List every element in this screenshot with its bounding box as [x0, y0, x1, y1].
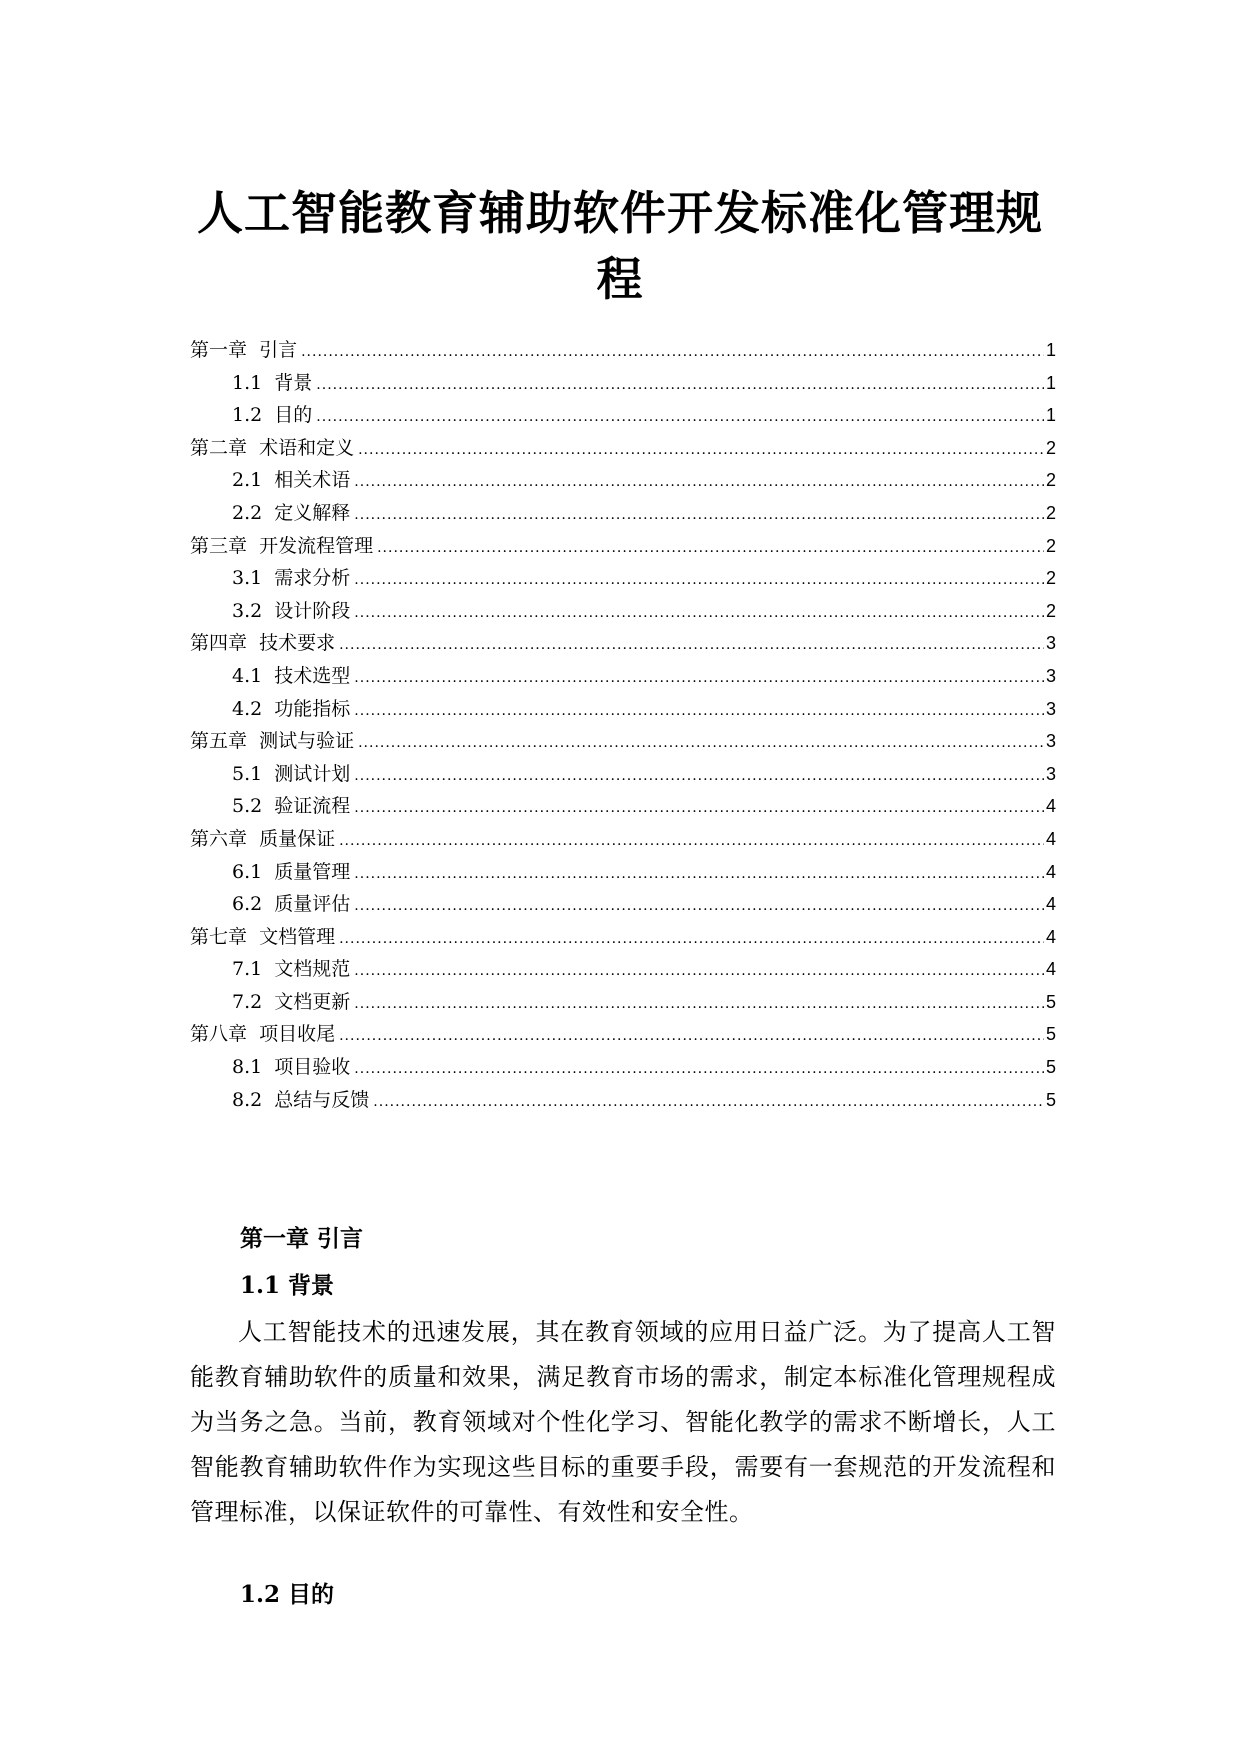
toc-entry-page-number: 4 — [1045, 926, 1056, 947]
section-heading: 1.1 背景 — [240, 1272, 335, 1299]
toc-entry[interactable] — [190, 921, 1056, 954]
toc-entry-page-number: 3 — [1045, 665, 1056, 686]
toc-entry[interactable] — [190, 562, 1056, 595]
toc-entry[interactable] — [190, 595, 1056, 628]
toc-entry-label: 3.2 设计阶段 — [232, 595, 352, 628]
toc-entry[interactable] — [190, 790, 1056, 823]
toc-entry-label: 第五章 测试与验证 — [190, 725, 356, 758]
toc-entry-label: 第八章 项目收尾 — [190, 1018, 337, 1051]
toc-leader-dots — [354, 597, 1044, 630]
toc-entry[interactable] — [190, 660, 1056, 693]
toc-entry-page-number: 4 — [1045, 828, 1056, 849]
toc-entry-page-number: 5 — [1045, 991, 1056, 1012]
toc-entry-page-number: 4 — [1045, 796, 1056, 817]
toc-entry-page-number: 5 — [1045, 1024, 1056, 1045]
toc-entry-label: 4.1 技术选型 — [232, 660, 352, 693]
section-heading: 1.2 目的 — [240, 1581, 335, 1608]
toc-entry-page-number: 2 — [1045, 470, 1056, 491]
toc-leader-dots — [316, 369, 1044, 402]
toc-entry-label: 8.2 总结与反馈 — [232, 1084, 371, 1117]
toc-leader-dots — [373, 1086, 1044, 1119]
toc-entry[interactable] — [190, 399, 1056, 432]
toc-entry[interactable] — [190, 497, 1056, 530]
toc-entry-page-number: 4 — [1045, 959, 1056, 980]
toc-entry[interactable] — [190, 464, 1056, 497]
toc-entry-page-number: 5 — [1045, 1057, 1056, 1078]
toc-entry-label: 5.1 测试计划 — [232, 758, 352, 791]
toc-entry-page-number: 2 — [1045, 600, 1056, 621]
toc-entry-page-number: 3 — [1045, 698, 1056, 719]
toc-entry-label: 第二章 术语和定义 — [190, 432, 356, 465]
toc-entry[interactable] — [190, 334, 1056, 367]
toc-leader-dots — [354, 695, 1044, 728]
toc-entry[interactable] — [190, 986, 1056, 1019]
toc-leader-dots — [358, 727, 1044, 760]
toc-entry-page-number: 1 — [1045, 372, 1056, 393]
toc-entry[interactable] — [190, 1018, 1056, 1051]
toc-entry[interactable] — [190, 758, 1056, 791]
toc-leader-dots — [354, 662, 1044, 695]
body-paragraph: 人工智能技术的迅速发展，其在教育领域的应用日益广泛。为了提高人工智能教育辅助软件的质量和效果，满足教育市场的需求，制定本标准化管理规程成为当务之急。当前，教育领域对个性化学习、智能化教学的需求不断增长，人工智能教育辅助软件作为实现这些目标的重要手段，需要有一套规范的开发流程和管理标准，以保证软件的可靠性、有效性和安全性。 — [190, 1318, 1056, 1526]
toc-leader-dots — [339, 825, 1044, 858]
toc-entry-label: 第七章 文档管理 — [190, 921, 337, 954]
toc-leader-dots — [354, 499, 1044, 532]
toc-leader-dots — [354, 890, 1044, 923]
toc-entry-page-number: 4 — [1045, 894, 1056, 915]
toc-entry[interactable] — [190, 1084, 1056, 1117]
toc-entry-page-number: 2 — [1045, 437, 1056, 458]
toc-entry-label: 第六章 质量保证 — [190, 823, 337, 856]
toc-leader-dots — [354, 792, 1044, 825]
toc-entry[interactable] — [190, 953, 1056, 986]
toc-entry-page-number: 3 — [1045, 633, 1056, 654]
toc-leader-dots — [339, 923, 1044, 956]
toc-entry-label: 4.2 功能指标 — [232, 693, 352, 726]
toc-leader-dots — [354, 760, 1044, 793]
toc-entry-page-number: 3 — [1045, 731, 1056, 752]
toc-leader-dots — [354, 564, 1044, 597]
toc-entry-label: 7.1 文档规范 — [232, 953, 352, 986]
toc-entry-label: 第四章 技术要求 — [190, 627, 337, 660]
toc-entry-label: 7.2 文档更新 — [232, 986, 352, 1019]
toc-entry-label: 6.1 质量管理 — [232, 856, 352, 889]
toc-entry[interactable] — [190, 725, 1056, 758]
toc-entry-page-number: 1 — [1045, 405, 1056, 426]
chapter-heading: 第一章 引言 — [240, 1225, 364, 1252]
toc-leader-dots — [339, 629, 1044, 662]
toc-entry[interactable] — [190, 823, 1056, 856]
toc-entry-label: 1.2 目的 — [232, 399, 314, 432]
toc-entry-page-number: 4 — [1045, 861, 1056, 882]
table-of-contents — [190, 334, 1056, 1116]
toc-entry-label: 5.2 验证流程 — [232, 790, 352, 823]
toc-entry-label: 2.2 定义解释 — [232, 497, 352, 530]
toc-leader-dots — [354, 858, 1044, 891]
toc-entry-page-number: 2 — [1045, 502, 1056, 523]
toc-entry-page-number: 2 — [1045, 535, 1056, 556]
toc-leader-dots — [354, 955, 1044, 988]
toc-entry-label: 3.1 需求分析 — [232, 562, 352, 595]
toc-leader-dots — [377, 532, 1044, 565]
toc-leader-dots — [354, 988, 1044, 1021]
toc-leader-dots — [354, 466, 1044, 499]
toc-entry-label: 2.1 相关术语 — [232, 464, 352, 497]
toc-entry[interactable] — [190, 693, 1056, 726]
toc-leader-dots — [301, 336, 1044, 369]
toc-entry-page-number: 2 — [1045, 568, 1056, 589]
toc-entry-label: 1.1 背景 — [232, 367, 314, 400]
toc-entry-label: 第三章 开发流程管理 — [190, 530, 375, 563]
toc-entry[interactable] — [190, 888, 1056, 921]
toc-entry[interactable] — [190, 367, 1056, 400]
toc-entry-page-number: 3 — [1045, 763, 1056, 784]
toc-entry[interactable] — [190, 432, 1056, 465]
toc-entry[interactable] — [190, 627, 1056, 660]
toc-entry-label: 第一章 引言 — [190, 334, 299, 367]
toc-leader-dots — [339, 1020, 1044, 1053]
toc-entry-label: 6.2 质量评估 — [232, 888, 352, 921]
toc-entry[interactable] — [190, 856, 1056, 889]
toc-entry[interactable] — [190, 1051, 1056, 1084]
toc-leader-dots — [354, 1053, 1044, 1086]
toc-leader-dots — [358, 434, 1044, 467]
document-title: 人工智能教育辅助软件开发标准化管理规程 — [197, 186, 1043, 306]
toc-leader-dots — [316, 401, 1044, 434]
toc-entry-label: 8.1 项目验收 — [232, 1051, 352, 1084]
toc-entry-page-number: 5 — [1045, 1089, 1056, 1110]
toc-entry-page-number: 1 — [1045, 340, 1056, 360]
toc-entry[interactable] — [190, 530, 1056, 563]
